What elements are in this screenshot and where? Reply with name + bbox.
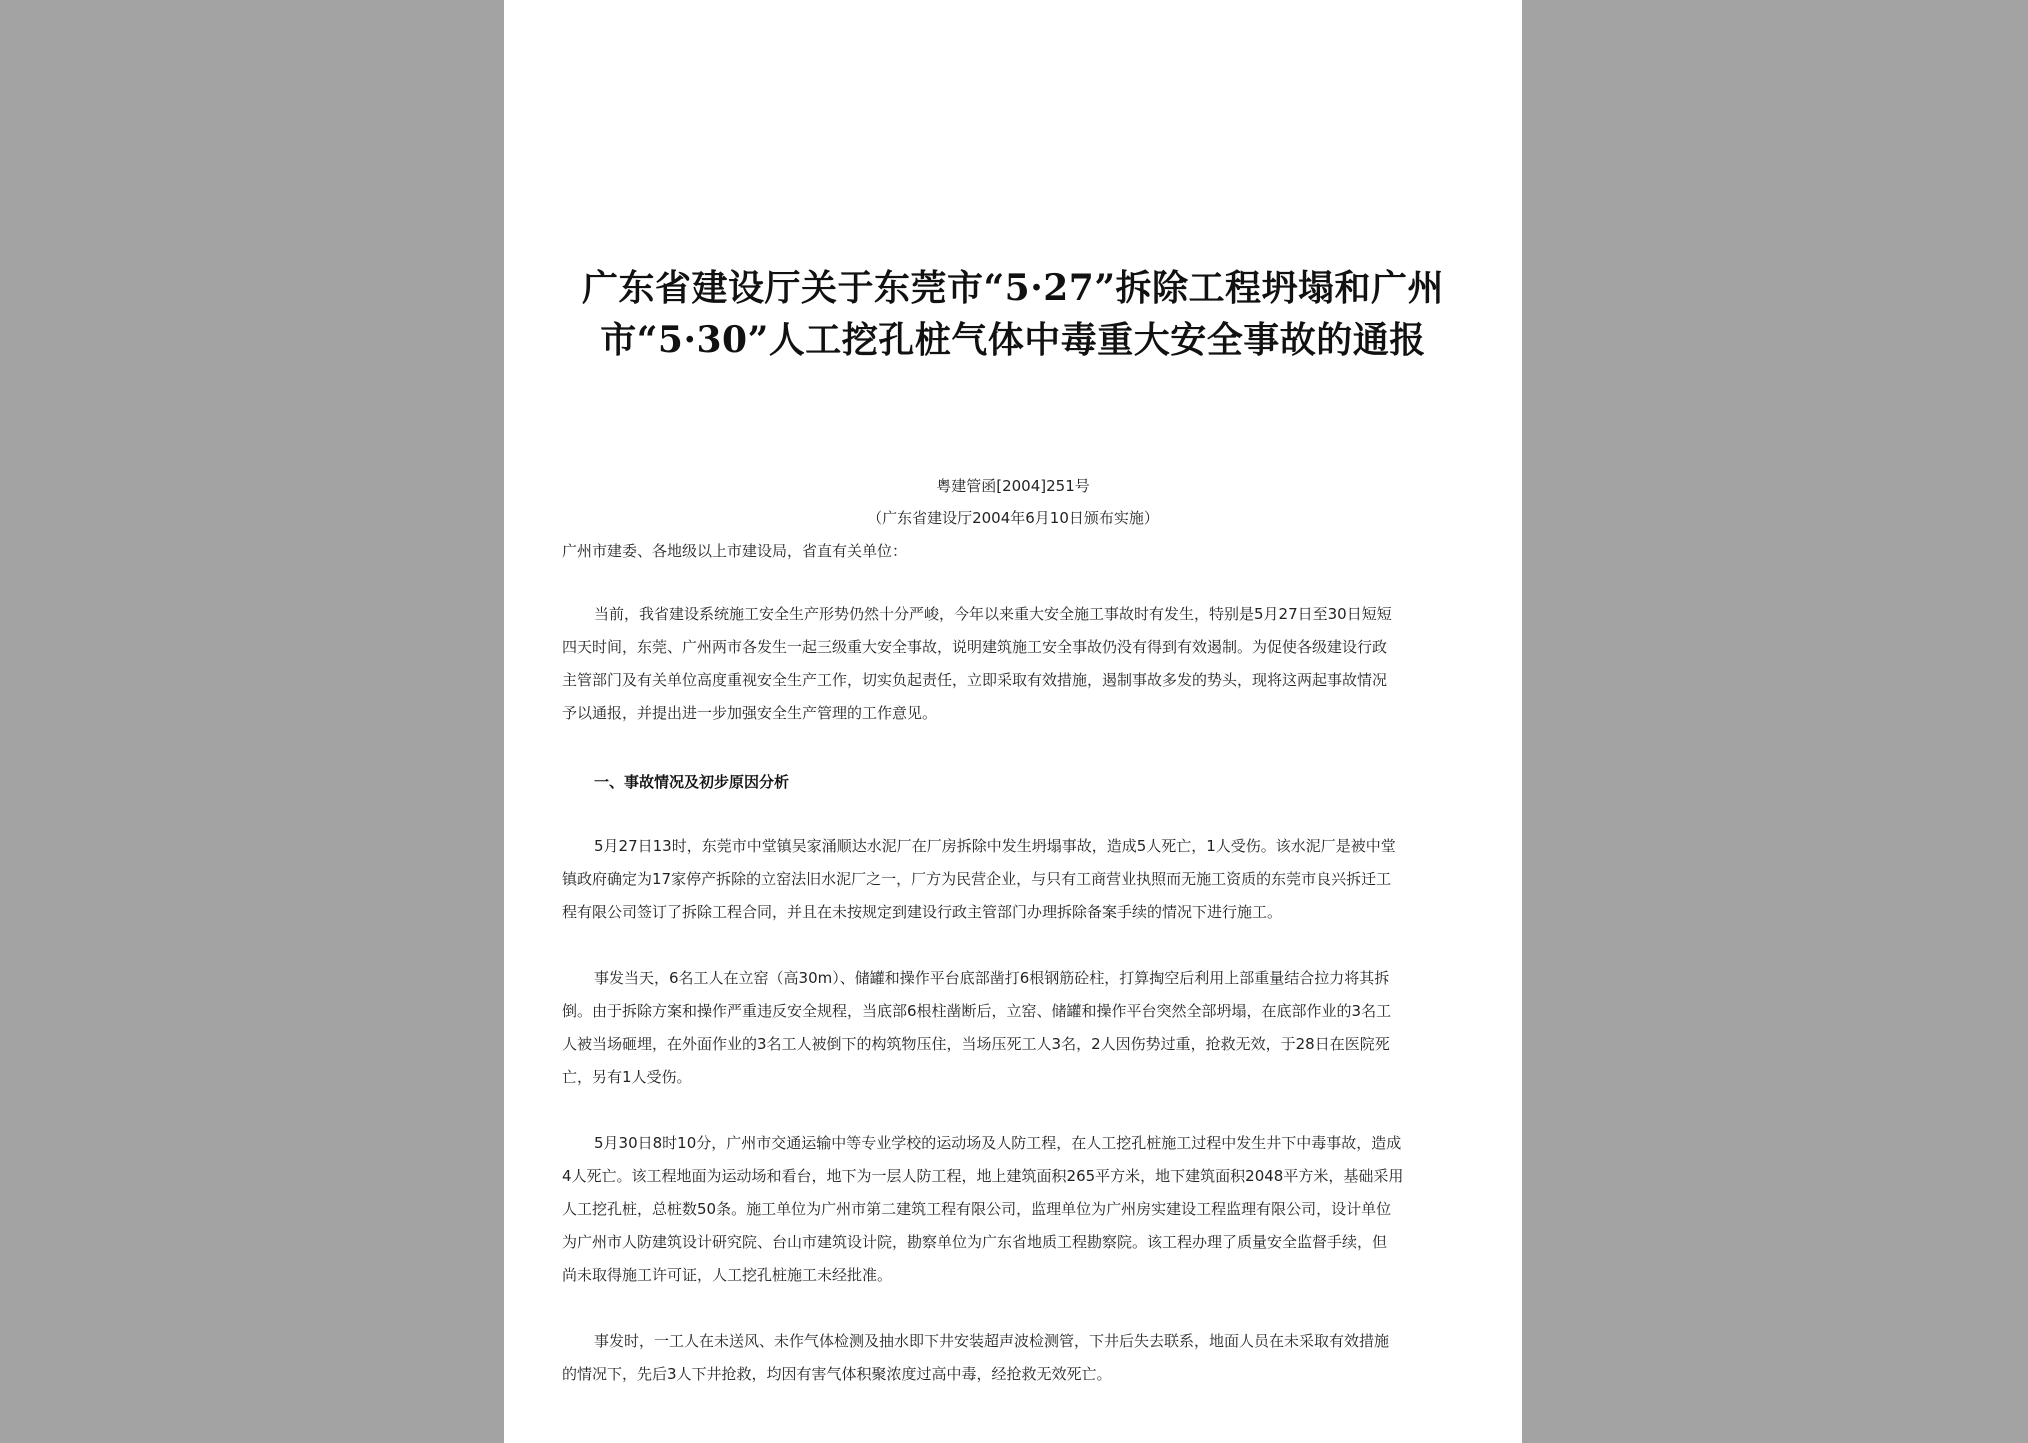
paragraph-line: 的情况下，先后3人下井抢救，均因有害气体积聚浓度过高中毒，经抢救无效死亡。 <box>562 1365 1112 1383</box>
paragraph-line: 亡，另有1人受伤。 <box>562 1068 692 1086</box>
paragraph-line: 事发时，一工人在未送风、未作气体检测及抽水即下井安装超声波检测管，下井后失去联系，地面人员在未采取有效措施 <box>594 1332 1390 1350</box>
paragraph-line: 人被当场砸埋，在外面作业的3名工人被倒下的构筑物压住，当场压死工人3名，2人因伤势过重，抢救无效，于28日在医院死 <box>562 1035 1390 1053</box>
paragraph-line: 主管部门及有关单位高度重视安全生产工作，切实负起责任，立即采取有效措施，遏制事故多发的势头，现将这两起事故情况 <box>562 671 1388 689</box>
paragraph-line: 人工挖孔桩，总桩数50条。施工单位为广州市第二建筑工程有限公司，监理单位为广州房实建设工程监理有限公司，设计单位 <box>562 1200 1392 1218</box>
paragraph-line: 5月30日8时10分，广州市交通运输中等专业学校的运动场及人防工程，在人工挖孔桩施工过程中发生井下中毒事故，造成 <box>594 1134 1402 1152</box>
title-line-2: 市“5·30”人工挖孔桩气体中毒重大安全事故的通报 <box>600 319 1426 361</box>
paragraph-line: 4人死亡。该工程地面为运动场和看台，地下为一层人防工程，地上建筑面积265平方米，地下建筑面积2048平方米，基础采用 <box>562 1167 1404 1185</box>
paragraph-guangzhou-details <box>562 1325 1468 1391</box>
paragraph-line: 予以通报，并提出进一步加强安全生产管理的工作意见。 <box>562 704 938 722</box>
paragraph-line: 镇政府确定为17家停产拆除的立窑法旧水泥厂之一，厂方为民营企业，与只有工商营业执照而无施工资质的东莞市良兴拆迁工 <box>562 870 1392 888</box>
salutation: 广州市建委、各地级以上市建设局，省直有关单位： <box>562 542 908 560</box>
paragraph-line: 四天时间，东莞、广州两市各发生一起三级重大安全事故，说明建筑施工安全事故仍没有得到有效遏制。为促使各级建设行政 <box>562 638 1388 656</box>
paragraph-line: 当前，我省建设系统施工安全生产形势仍然十分严峻，今年以来重大安全施工事故时有发生，特别是5月27日至30日短短 <box>594 605 1392 623</box>
document-number: 粤建管函[2004]251号 <box>936 477 1090 495</box>
document-page <box>504 0 1522 1443</box>
document-title <box>504 262 1522 366</box>
paragraph-line: 尚未取得施工许可证，人工挖孔桩施工未经批准。 <box>562 1266 893 1284</box>
paragraph-intro <box>562 598 1468 730</box>
paragraph-guangzhou-incident <box>562 1127 1468 1292</box>
paragraph-line: 为广州市人防建筑设计研究院、台山市建筑设计院，勘察单位为广东省地质工程勘察院。该工程办理了质量安全监督手续，但 <box>562 1233 1388 1251</box>
paragraph-line: 5月27日13时，东莞市中堂镇吴家涌顺达水泥厂在厂房拆除中发生坍塌事故，造成5人死亡，1人受伤。该水泥厂是被中堂 <box>594 837 1396 855</box>
issue-note: （广东省建设厅2004年6月10日颁布实施） <box>867 509 1159 527</box>
paragraph-line: 倒。由于拆除方案和操作严重违反安全规程，当底部6根柱凿断后，立窑、储罐和操作平台突然全部坍塌，在底部作业的3名工 <box>562 1002 1392 1020</box>
section-heading: 一、事故情况及初步原因分析 <box>594 773 790 791</box>
paragraph-line: 程有限公司签订了拆除工程合同，并且在未按规定到建设行政主管部门办理拆除备案手续的情况下进行施工。 <box>562 903 1283 921</box>
title-line-1: 广东省建设厅关于东莞市“5·27”拆除工程坍塌和广州 <box>581 267 1445 309</box>
paragraph-dongguan-incident <box>562 830 1468 929</box>
paragraph-dongguan-details <box>562 962 1468 1094</box>
paragraph-line: 事发当天，6名工人在立窑（高30m）、储罐和操作平台底部凿打6根钢筋砼柱，打算掏空后利用上部重量结合拉力将其拆 <box>594 969 1390 987</box>
